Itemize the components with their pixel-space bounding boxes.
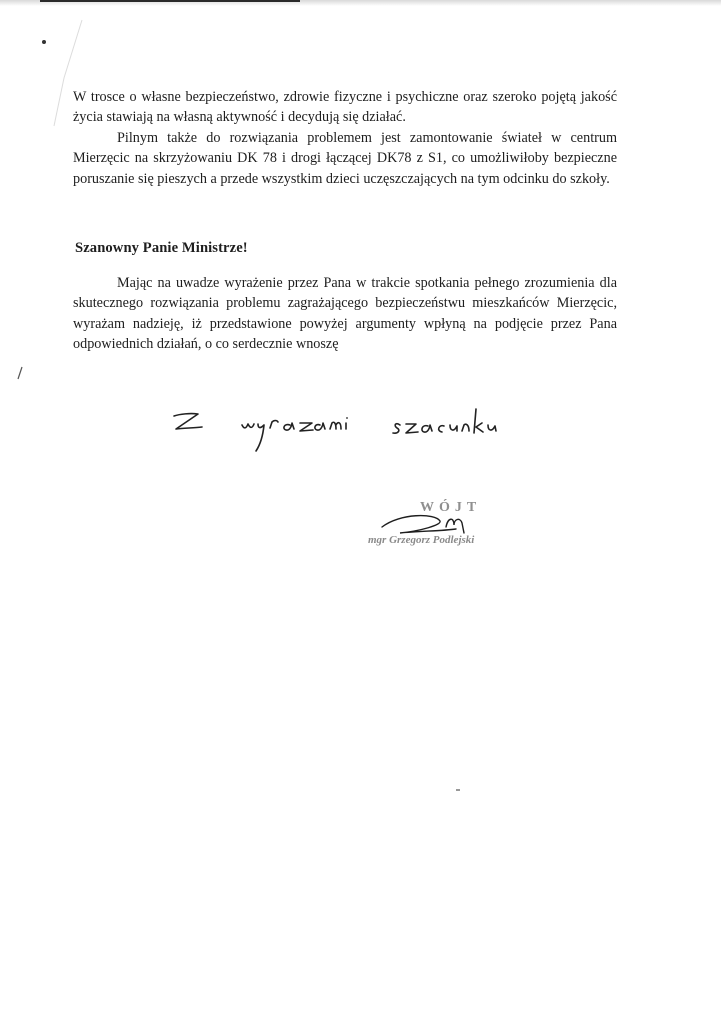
scan-top-line: [40, 0, 300, 2]
stray-pen-mark: [16, 366, 24, 380]
greeting: Szanowny Panie Ministrze!: [75, 240, 248, 256]
paragraph-traffic-lights: Pilnym także do rozwiązania problemem jest zamontowanie świateł w centrum Mierzęcic na skrzyżowaniu DK 78 i drogi łączącej DK78 z S1, co umożliwiłoby bezpieczne poruszanie się pieszych a przede wszystkim dzieci uczęszczających na tym odcinku do szkoły.: [73, 130, 617, 187]
paragraph-request: Mając na uwadze wyrażenie przez Pana w trakcie spotkania pełnego zrozumienia dla skutecznego rozwiązania problemu zagrażającego bezpieczeństwu mieszkańców Mierzęcic, wyrażam nadzieję, iż przedstawione powyżej argumenty wpłyną na podjęcie przez Pana odpowiednich działań, o co serdecznie wnoszę: [73, 275, 617, 352]
paragraph-safety: W trosce o własne bezpieczeństwo, zdrowie fizyczne i psychiczne oraz szeroko pojętą jakość życia stawiają na własną aktywność i decydują się działać.: [73, 89, 617, 126]
stamp-title: WÓJT: [420, 500, 482, 515]
handwritten-closing: [160, 395, 580, 455]
scan-dot: [42, 40, 46, 44]
official-stamp: [365, 497, 565, 557]
scan-speck: [456, 789, 460, 791]
stamp-name: mgr Grzegorz Podlejski: [368, 534, 475, 546]
